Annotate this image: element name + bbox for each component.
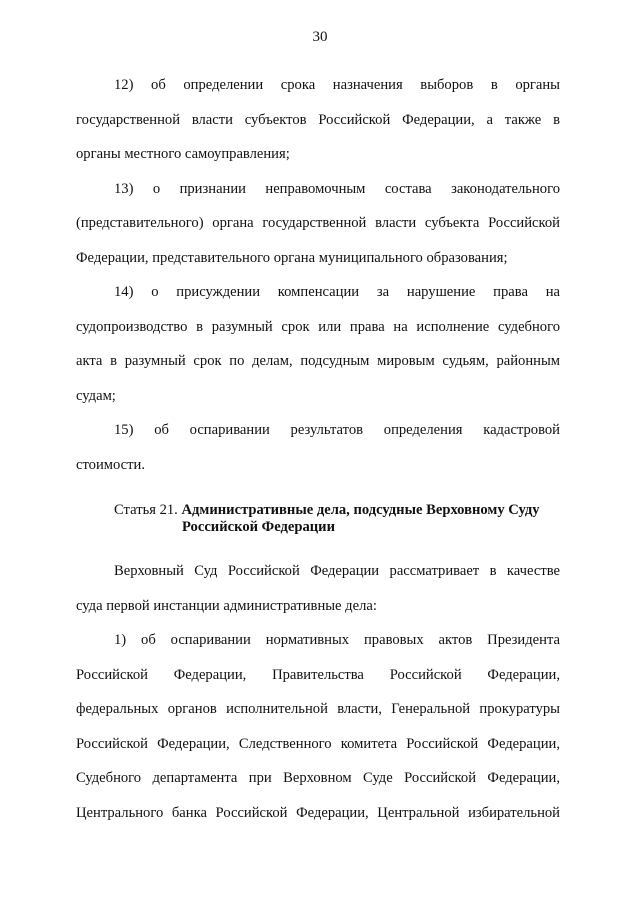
text-line: 15) об оспаривании результатов определения кадастровой — [114, 422, 560, 438]
text-line: органы местного самоуправления; — [76, 146, 290, 162]
text-line: 14) о присуждении компенсации за нарушение права на — [114, 284, 560, 300]
article-intro — [76, 554, 560, 623]
text-line: 12) об определении срока назначения выборов в органы — [114, 77, 560, 93]
text-line: Центрального банка Российской Федерации, Центральной избирательной — [76, 804, 560, 821]
document-body — [76, 68, 560, 830]
text-line: 13) о признании неправомочным состава законодательного — [114, 180, 560, 197]
text-line: Верховный Суд Российской Федерации рассматривает в качестве — [114, 563, 560, 579]
page-number: 30 — [312, 29, 328, 45]
text-line: Федерации, представительного органа муниципального образования; — [76, 249, 508, 266]
list-item-1 — [76, 623, 560, 830]
text-line: Российской Федерации, Правительства Российской Федерации, — [76, 666, 560, 683]
text-line: 1) об оспаривании нормативных правовых актов Президента — [114, 632, 560, 648]
list-item-13 — [76, 172, 560, 276]
text-line: (представительного) органа государственной власти субъекта Российской — [76, 215, 560, 231]
text-line: государственной власти субъектов Российской Федерации, а также в — [76, 111, 560, 128]
text-line: суда первой инстанции административные дела: — [76, 597, 377, 614]
article-label: Статья 21. — [114, 502, 178, 518]
text-line: акта в разумный срок по делам, подсудным мировым судьям, районным — [76, 353, 560, 369]
text-line: судопроизводство в разумный срок или права на исполнение судебного — [76, 318, 560, 335]
article-title-line1: Административные дела, подсудные Верховному Суду — [181, 502, 540, 518]
article-title-line2: Российской Федерации — [182, 519, 335, 535]
text-line: стоимости. — [76, 456, 145, 473]
text-line: судам; — [76, 387, 116, 404]
article-heading — [76, 502, 560, 536]
text-line: федеральных органов исполнительной власти, Генеральной прокуратуры — [76, 701, 560, 717]
list-item-15 — [76, 413, 560, 482]
text-line: Российской Федерации, Следственного комитета Российской Федерации, — [76, 735, 560, 752]
list-item-12 — [76, 68, 560, 172]
list-item-14 — [76, 275, 560, 413]
text-line: Судебного департамента при Верховном Суде Российской Федерации, — [76, 770, 560, 786]
